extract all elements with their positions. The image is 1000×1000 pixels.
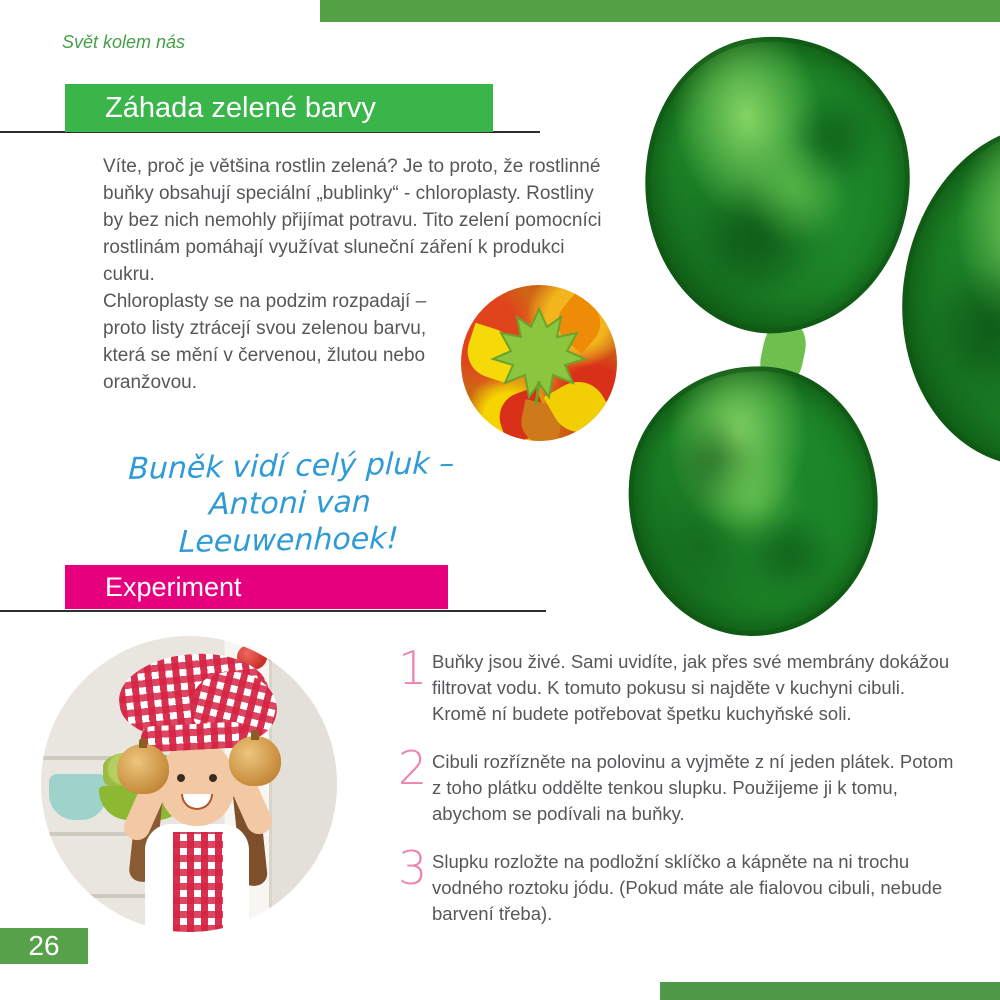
leeuwenhoek-quote [118, 445, 462, 562]
plant-cell-illustration [619, 358, 887, 645]
onion-shape [229, 736, 281, 786]
step-number: 2 [398, 741, 428, 795]
experiment-rule [0, 610, 546, 612]
top-green-bar [320, 0, 1000, 22]
step-number: 3 [398, 841, 428, 895]
plant-cell-illustration [626, 19, 931, 349]
girl-eye [209, 774, 217, 782]
series-label: Svět kolem nás [62, 32, 186, 52]
autumn-leaves-photo [461, 285, 617, 441]
experiment-title-text: Experiment [105, 571, 242, 602]
girl-with-onions-photo [41, 636, 337, 932]
intro-paragraph: Víte, proč je většina rostlin zelená? Je to proto, že rostlinné buňky obsahují speciální „bublinky“ - chloroplasty. Rostliny by bez nich nemohly přijímat potravu. Tito zelení pomocníci rostlinám pomáhají využívat sluneční záření k produkci cukru. [103, 156, 602, 285]
page-number-badge [0, 928, 88, 964]
onion-shape [117, 744, 169, 794]
girl-smile [181, 794, 213, 810]
apple-shape [263, 638, 289, 662]
experiment-step-2 [398, 741, 958, 827]
girl-apron [173, 832, 223, 932]
cell-inner-blob [924, 253, 1000, 394]
onion-tip [139, 738, 147, 748]
green-maple-leaf-icon [489, 307, 589, 407]
step-text: Buňky jsou živé. Sami uvidíte, jak přes své membrány dokážou filtrovat vodu. K tomuto pokusu si najděte v kuchyni cibuli. Kromě ní budete potřebovat špetku kuchyňské soli. [432, 651, 950, 724]
bottom-green-bar [660, 982, 1000, 1000]
onion-tip [251, 730, 259, 740]
step-number: 1 [398, 641, 428, 695]
step-text: Slupku rozložte na podložní sklíčko a kápněte na ni trochu vodného roztoku jódu. (Pokud máte ale fialovou cibuli, nebude barvení třeba). [432, 851, 943, 924]
section-title-text: Záhada zelené barvy [105, 91, 376, 124]
quote-line-1: Buněk vidí celý pluk – [127, 446, 455, 487]
section-title-experiment [65, 565, 448, 609]
page-number: 26 [28, 930, 60, 961]
girl-eye [177, 774, 185, 782]
experiment-step-1 [398, 641, 958, 727]
teal-bowl-shape [49, 774, 107, 820]
autumn-paragraph: Chloroplasty se na podzim rozpadají – proto listy ztrácejí svou zelenou barvu, která se mění v červenou, žlutou nebo oranžovou. [103, 291, 427, 393]
section-title-mystery [65, 84, 493, 132]
quote-line-2: Antoni van Leeuwenhoek! [178, 484, 400, 560]
experiment-step-3 [398, 841, 958, 927]
step-text: Cibuli rozřízněte na polovinu a vyjměte z ní jeden plátek. Potom z toho plátku oddělte tenkou slupku. Použijeme ji k tomu, abychom se podívali na buňky. [432, 751, 954, 824]
girl-face [159, 740, 235, 826]
fridge-door-edge [269, 636, 272, 932]
